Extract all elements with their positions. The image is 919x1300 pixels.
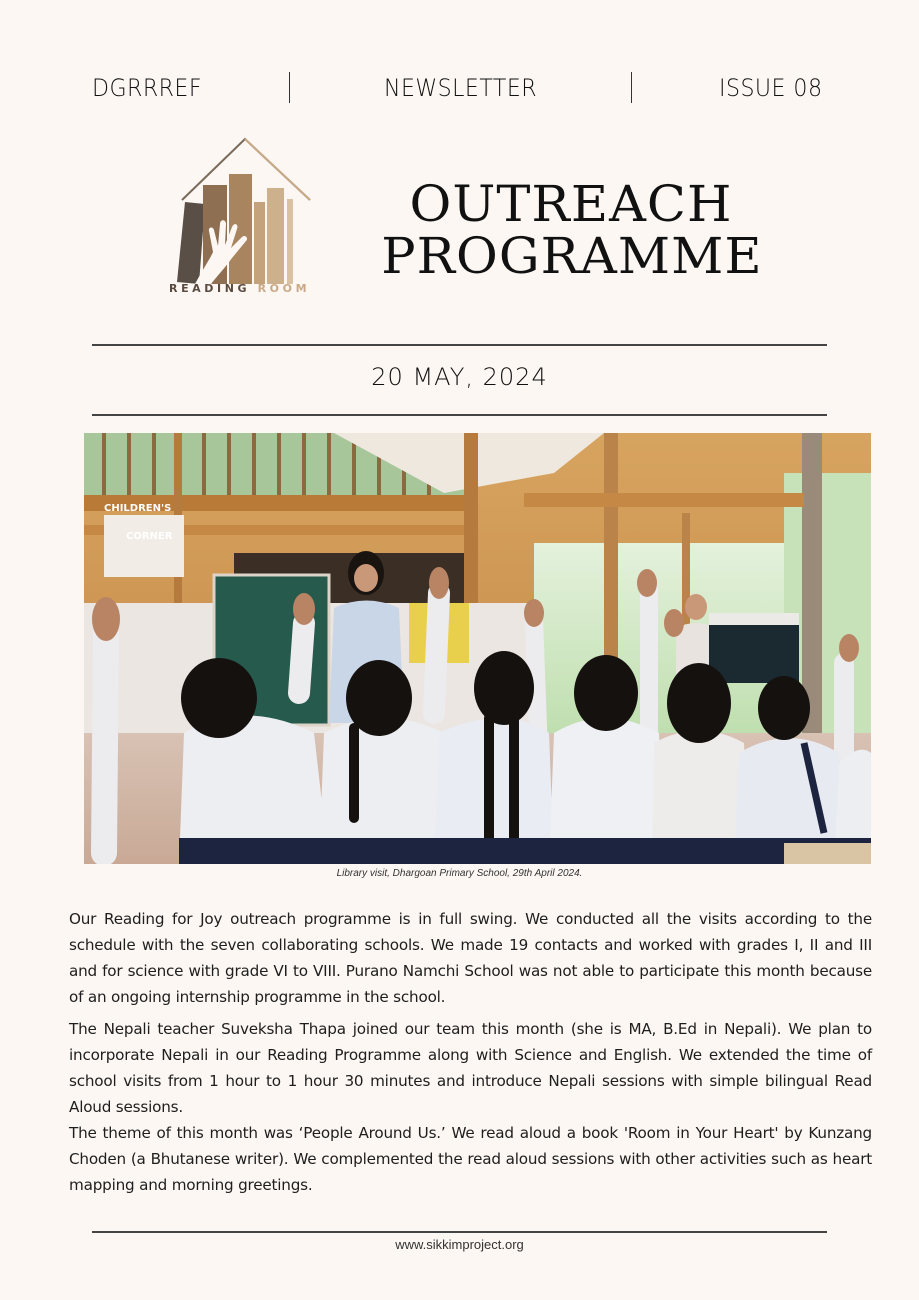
publication-type: NEWSLETTER bbox=[384, 74, 538, 102]
footer-website[interactable]: www.sikkimproject.org bbox=[395, 1237, 524, 1252]
body-paragraph-1 bbox=[69, 906, 872, 1010]
title-line-2: PROGRAMME bbox=[381, 227, 763, 285]
masthead bbox=[0, 72, 919, 104]
header-divider bbox=[289, 72, 290, 103]
title-line-1: OUTREACH bbox=[409, 175, 733, 233]
sign-childrens: CHILDREN'S bbox=[104, 503, 172, 514]
logo-word-room: ROOM bbox=[257, 282, 311, 295]
body-paragraph-3 bbox=[69, 1120, 872, 1198]
issue-date: 20 MAY, 2024 bbox=[371, 363, 548, 391]
sign-corner: CORNER bbox=[126, 531, 173, 542]
house-books-hand-icon bbox=[165, 134, 320, 284]
header-divider bbox=[631, 72, 632, 103]
logo-wordmark bbox=[169, 282, 310, 295]
reading-room-logo bbox=[165, 134, 320, 302]
footer-divider bbox=[92, 1231, 827, 1233]
classroom-photo bbox=[84, 433, 871, 864]
paragraph-text: The theme of this month was ‘People Around Us.’ We read aloud a book 'Room in Your Heart' by Kunzang Choden (a Bhutanese writer). We complemented the read aloud sessions with other activities such as heart mapping and morning greetings. bbox=[69, 1124, 872, 1194]
paragraph-text: Our Reading for Joy outreach programme is in full swing. We conducted all the visits according to the schedule with the seven collaborating schools. We made 19 contacts and worked with grades I, II and III and for science with grade VI to VIII. Purano Namchi School was not able to participate this month because of an ongoing internship programme in the school. bbox=[69, 910, 872, 1006]
logo-word-reading: READING bbox=[169, 282, 251, 295]
divider-bottom bbox=[92, 414, 827, 416]
issue-number: ISSUE 08 bbox=[719, 74, 823, 102]
divider-top bbox=[92, 344, 827, 346]
photo-caption: Library visit, Dhargoan Primary School, 29th April 2024. bbox=[336, 868, 583, 879]
body-paragraph-2 bbox=[69, 1016, 872, 1120]
org-name: DGRRREF bbox=[92, 74, 203, 102]
paragraph-text: The Nepali teacher Suveksha Thapa joined our team this month (she is MA, B.Ed in Nepali). We plan to incorporate Nepali in our Reading Programme along with Science and English. We extended the time of school visits from 1 hour to 1 hour 30 minutes and introduce Nepali sessions with simple bilingual Read Aloud sessions. bbox=[69, 1020, 872, 1116]
classroom-photo-illustration bbox=[84, 433, 871, 864]
page-title bbox=[381, 175, 763, 285]
